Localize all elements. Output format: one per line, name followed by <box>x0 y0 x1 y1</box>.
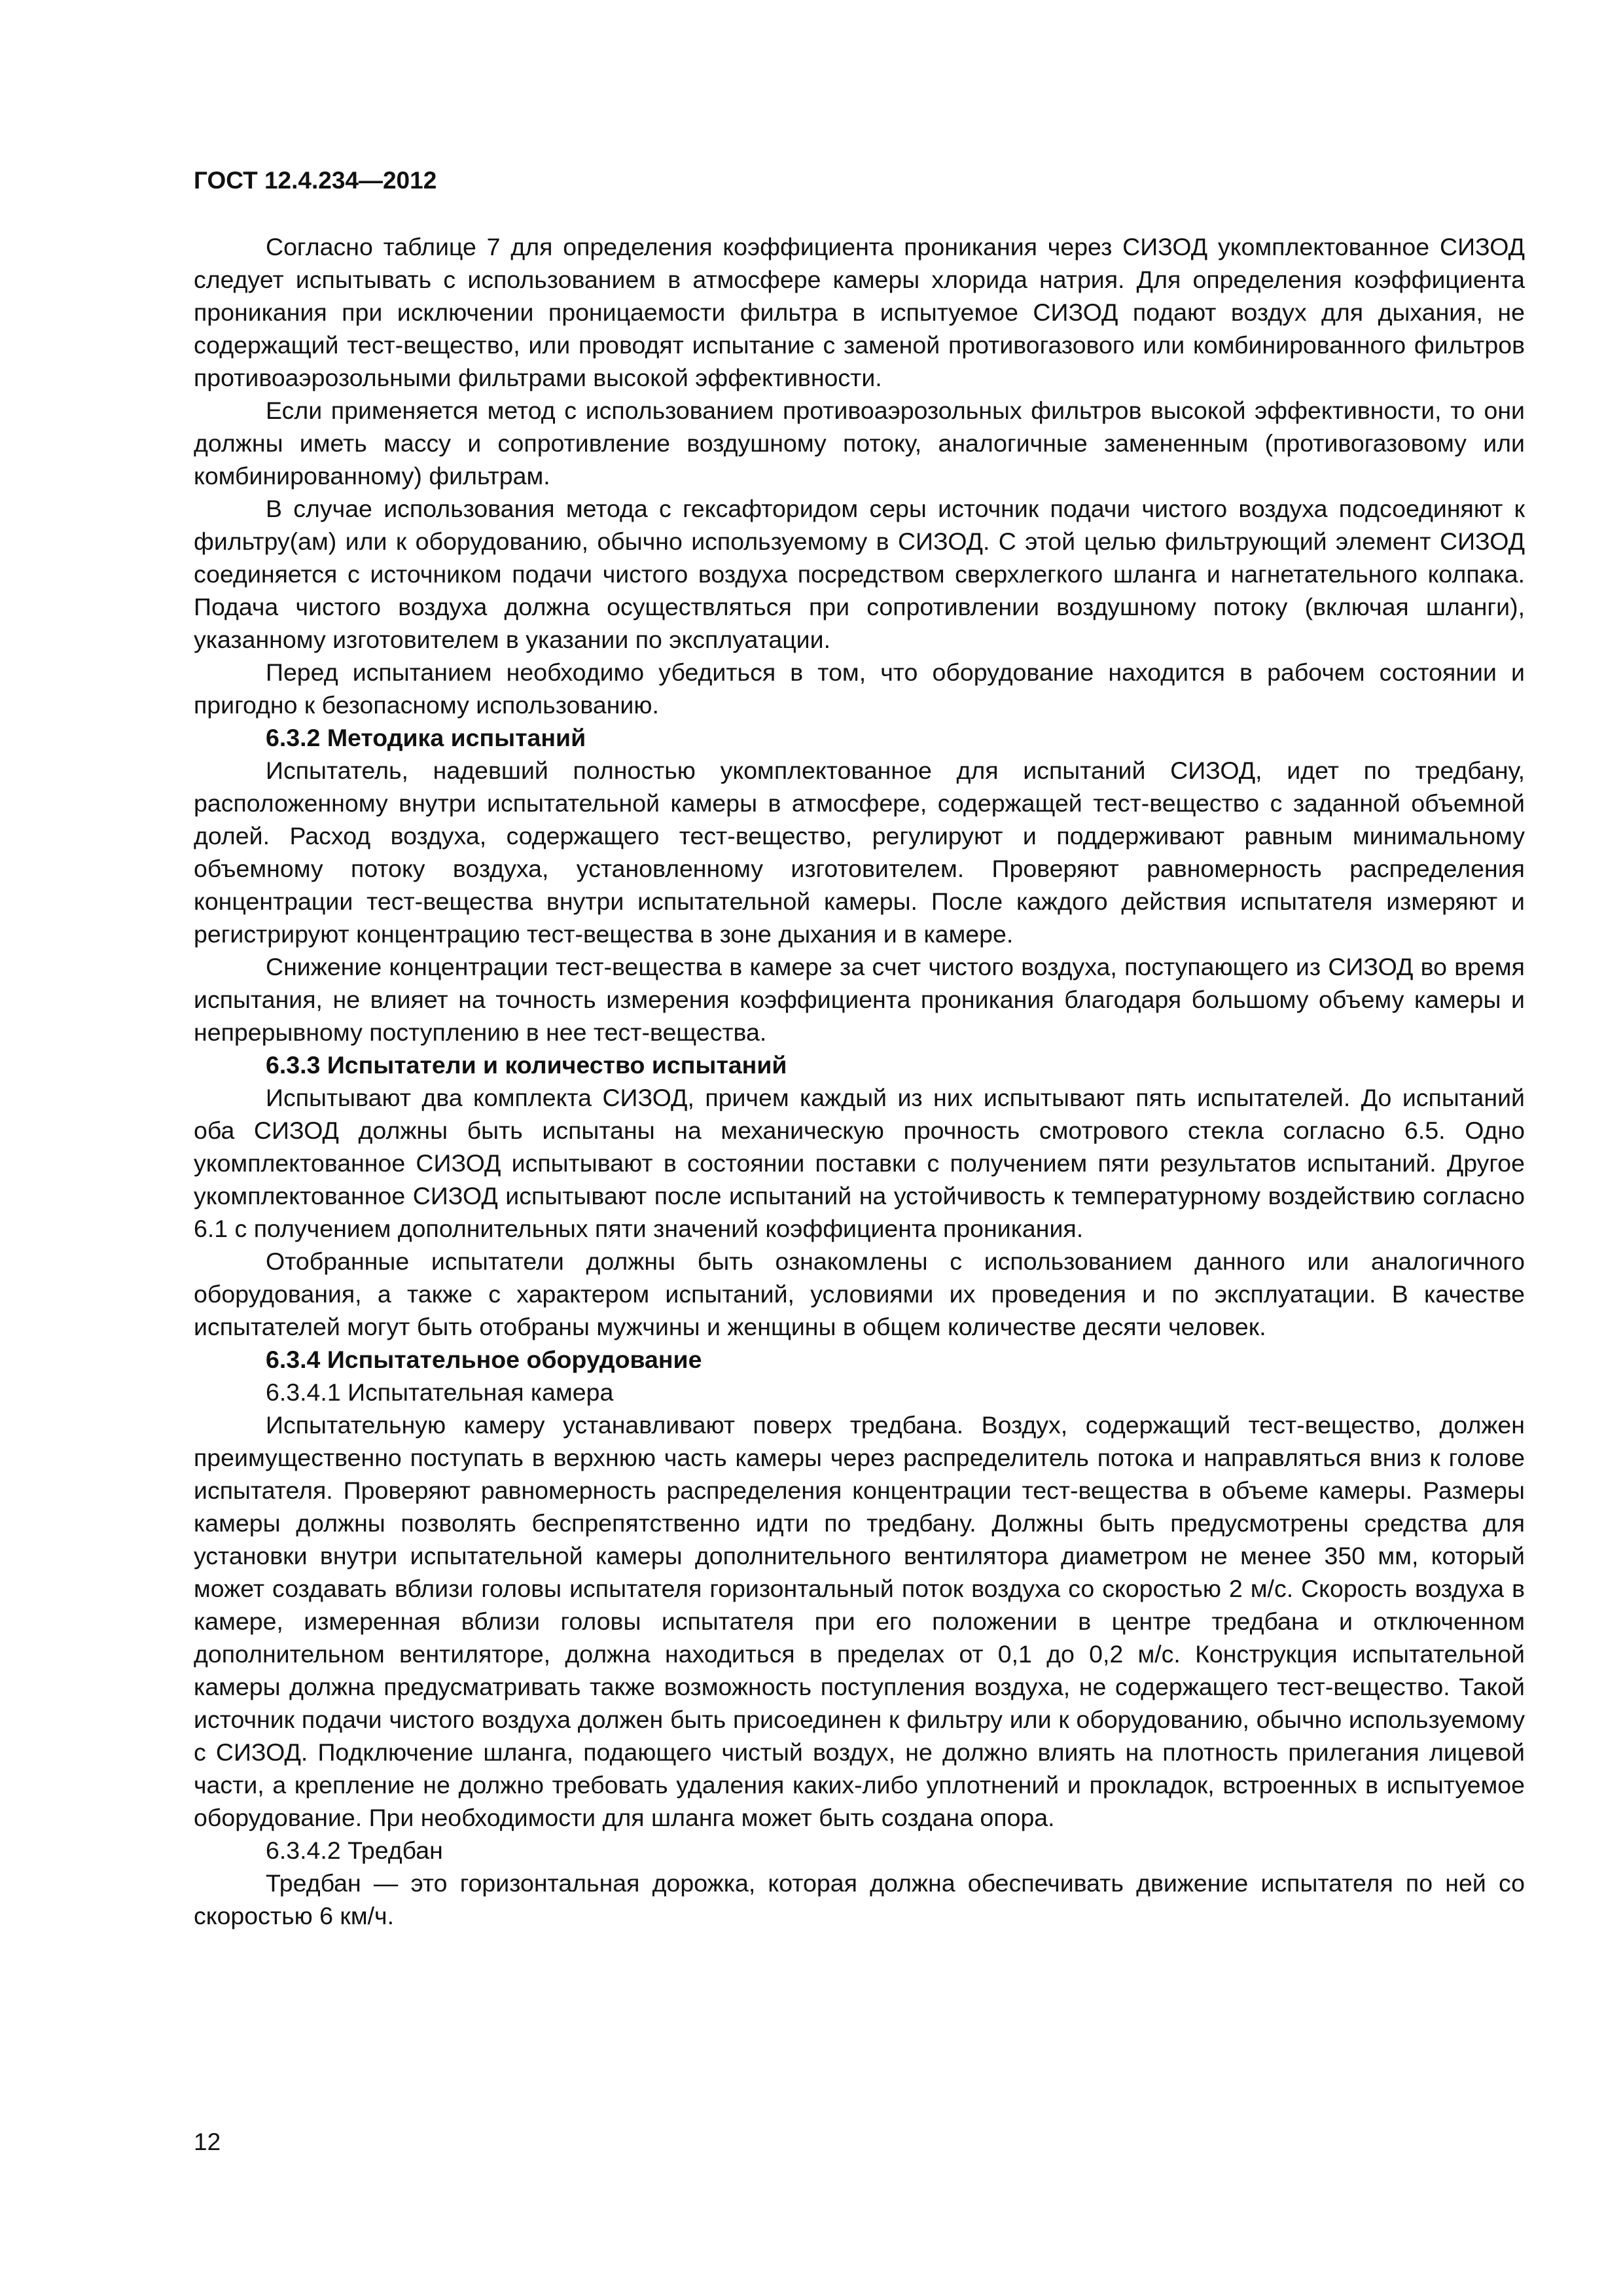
subsection-heading-6-3-4-1: 6.3.4.1 Испытательная камера <box>266 1378 614 1406</box>
paragraph: Тредбан — это горизонтальная дорожка, которая должна обеспечивать движение испытателя по ней со скоростью 6 км/ч. <box>194 1869 1525 1929</box>
subsection-heading-6-3-4-2: 6.3.4.2 Тредбан <box>266 1837 443 1864</box>
paragraph: В случае использования метода с гексафторидом серы источник подачи чистого воздуха подсоединяют к фильтру(ам) или к оборудованию, обычно используемому в СИЗОД. С этой целью фильтрующий элемент СИЗОД соединяется с источником подачи чистого воздуха посредством сверхлегкого шланга и нагнетательного колпака. Подача чистого воздуха должна осуществляться при сопротивлении воздушному потоку (включая шланги), указанному изготовителем в указании по эксплуатации. <box>194 495 1525 653</box>
paragraph: Испытатель, надевший полностью укомплектованное для испытаний СИЗОД, идет по тредбану, расположенному внутри испытательной камеры в атмосфере, содержащей тест-вещество с заданной объемной долей. Расход воздуха, содержащего тест-вещество, регулируют и поддерживают равным минимальному объемному потоку воздуха, установленному изготовителем. Проверяют равномерность распределения концентрации тест-вещества внутри испытательной камеры. После каждого действия испытателя измеряют и регистрируют концентрацию тест-вещества в зоне дыхания и в камере. <box>194 757 1525 948</box>
section-heading-6-3-3: 6.3.3 Испытатели и количество испытаний <box>266 1051 787 1079</box>
paragraph: Согласно таблице 7 для определения коэффициента проникания через СИЗОД укомплектованное СИЗОД следует испытывать с использованием в атмосфере камеры хлорида натрия. Для определения коэффициента проникания при исключении проницаемости фильтра в испытуемое СИЗОД подают воздух для дыхания, не содержащий тест-вещество, или проводят испытание с заменой противогазового или комбинированного фильтров противоаэрозольными фильтрами высокой эффективности. <box>194 233 1525 391</box>
paragraph: Перед испытанием необходимо убедиться в том, что оборудование находится в рабочем состоянии и пригодно к безопасному использованию. <box>194 658 1525 719</box>
paragraph: Отобранные испытатели должны быть ознакомлены с использованием данного или аналогичного оборудования, а также с характером испытаний, условиями их проведения и по эксплуатации. В качестве испытателей могут быть отобраны мужчины и женщины в общем количестве десяти человек. <box>194 1247 1525 1340</box>
paragraph: Если применяется метод с использованием противоаэрозольных фильтров высокой эффективности, то они должны иметь массу и сопротивление воздушному потоку, аналогичные замененным (противогазовому или комбинированному) фильтрам. <box>194 397 1525 490</box>
document-body <box>194 230 1525 1932</box>
section-heading-6-3-4: 6.3.4 Испытательное оборудование <box>266 1346 702 1373</box>
paragraph: Испытывают два комплекта СИЗОД, причем каждый из них испытывают пять испытателей. До испытаний оба СИЗОД должны быть испытаны на механическую прочность смотрового стекла согласно 6.5. Одно укомплектованное СИЗОД испытывают в состоянии поставки с получением пяти результатов испытаний. Другое укомплектованное СИЗОД испытывают после испытаний на устойчивость к температурному воздействию согласно 6.1 с получением дополнительных пяти значений коэффициента проникания. <box>194 1084 1525 1242</box>
document-code-header: ГОСТ 12.4.234—2012 <box>194 167 437 194</box>
paragraph: Испытательную камеру устанавливают поверх тредбана. Воздух, содержащий тест-вещество, должен преимущественно поступать в верхнюю часть камеры через распределитель потока и направляться вниз к голове испытателя. Проверяют равномерность распределения концентрации тест-вещества в объеме камеры. Размеры камеры должны позволять беспрепятственно идти по тредбану. Должны быть предусмотрены средства для установки внутри испытательной камеры дополнительного вентилятора диаметром не менее 350 мм, который может создавать вблизи головы испытателя горизонтальный поток воздуха со скоростью 2 м/с. Скорость воздуха в камере, измеренная вблизи головы испытателя при его положении в центре тредбана и отключенном дополнительном вентиляторе, должна находиться в пределах от 0,1 до 0,2 м/с. Конструкция испытательной камеры должна предусматривать также возможность поступления воздуха, не содержащего тест-вещество. Такой источник подачи чистого воздуха должен быть присоединен к фильтру или к оборудованию, обычно используемому с СИЗОД. Подключение шланга, подающего чистый воздух, не должно влиять на плотность прилегания лицевой части, а крепление не должно требовать удаления каких-либо уплотнений и прокладок, встроенных в испытуемое оборудование. При необходимости для шланга может быть создана опора. <box>194 1411 1525 1831</box>
paragraph: Снижение концентрации тест-вещества в камере за счет чистого воздуха, поступающего из СИЗОД во время испытания, не влияет на точность измерения коэффициента проникания благодаря большому объему камеры и непрерывному поступлению в нее тест-вещества. <box>194 953 1525 1046</box>
page-number: 12 <box>194 2128 221 2155</box>
section-heading-6-3-2: 6.3.2 Методика испытаний <box>266 724 586 751</box>
